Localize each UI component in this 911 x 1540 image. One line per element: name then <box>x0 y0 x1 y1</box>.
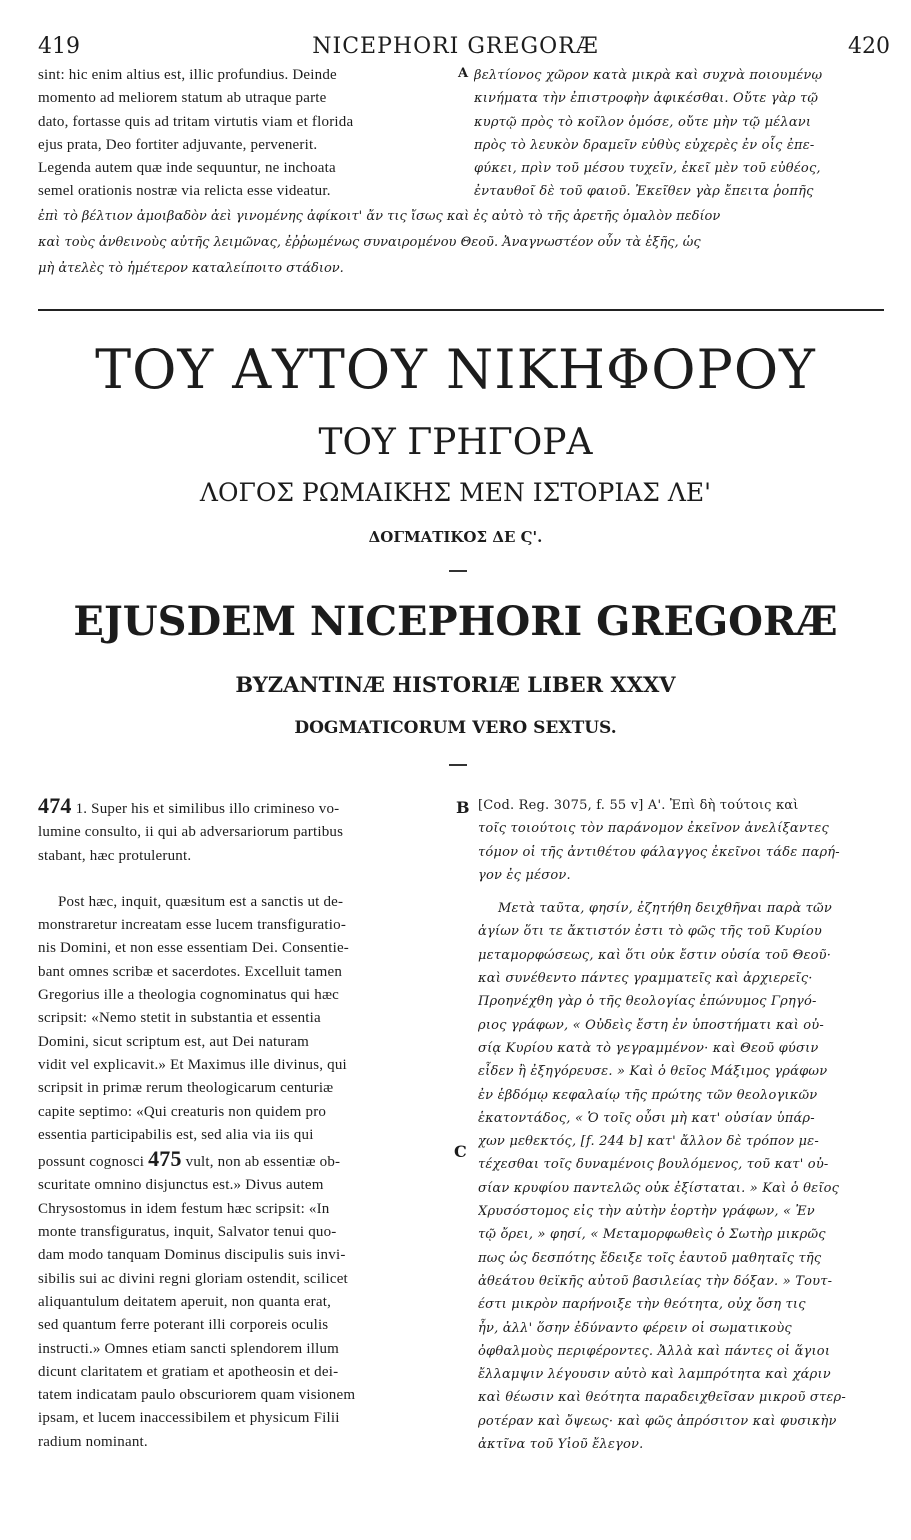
text-line: κινήματα τὴν ἐπιστροφὴν ἀφικέσθαι. Οὔτε γὰρ τῷ <box>474 91 819 107</box>
text-line: μὴ ἀτελὲς τὸ ἡμέτερον καταλείποιτο στάδιον. <box>38 261 344 276</box>
text-line: instructi.» Omnes etiam sancti splendorem illum <box>38 1340 340 1357</box>
text-line: Μετὰ ταῦτα, φησίν, ἐζητήθη δειχθῆναι παρὰ τῶν <box>498 901 832 917</box>
column-number: 475 <box>148 1147 182 1172</box>
text-line: scripsit: «Nemo stetit in substantia et essentia <box>38 1010 321 1027</box>
text-line: Legenda autem quæ inde sequuntur, ne inchoata <box>38 160 336 177</box>
title-divider <box>449 570 467 572</box>
text-line: essentia participabilis est, sed alia via iis qui <box>38 1126 314 1143</box>
text-line: κυρτῷ πρὸς τὸ κοῖλον ὁμόσε, οὔτε μὴν τῷ μέλανι <box>474 114 812 130</box>
latin-title-dogmatic: DOGMATICORUM VERO SEXTUS. <box>294 718 617 738</box>
text-line: πρὸς τὸ λευκὸν δραμεῖν εὐθὺς εὐχερὲς ἐν οἷς ἐπε- <box>474 137 815 153</box>
text-line <box>38 794 448 821</box>
text-span: 1. Super his et similibus illo crimineso vo- <box>75 801 340 817</box>
text-line: ἐνταυθοῖ δὲ τοῦ φαιοῦ. Ἐκεῖθεν γὰρ ἔπειτα ῥοπῆς <box>474 184 814 200</box>
text-span: vult, non ab essentiæ ob- <box>185 1154 341 1171</box>
greek-title-main: ΤΟΥ ΑΥΤΟΥ ΝΙΚΗΦΟΡΟΥ <box>95 338 816 401</box>
margin-letter-b: B <box>456 798 470 817</box>
text-line: tatem indicatam paulo obscuriorem quam visionem <box>38 1387 356 1404</box>
text-line: sed quantum ferre poterant illi corporeis oculis <box>38 1317 329 1334</box>
text-line: ἑκατοντάδος, « Ὁ τοῖς οὖσι μὴ κατ' οὐσίαν ὑπάρ- <box>478 1110 815 1126</box>
title-divider <box>449 764 467 766</box>
text-line: ριος γράφων, « Οὐδεὶς ἔστη ἐν ὑποστήματι καὶ οὐ- <box>478 1017 825 1033</box>
text-line: Χρυσόστομος εἰς τὴν αὐτὴν ἑορτὴν γράφων, « Ἐν <box>478 1204 815 1220</box>
text-line: βελτίονος χῶρον κατὰ μικρὰ καὶ συχνὰ ποιουμένῳ <box>474 68 823 83</box>
text-line: τέχεσθαι τοῖς δυναμένοις βουλόμενος, τοῦ κατ' οὐ- <box>478 1157 829 1173</box>
text-line: καὶ τοὺς ἀνθεινοὺς αὐτῆς λειμῶνας, ἐῤῥωμένως συναιρομένου Θεοῦ. Ἀναγνωστέον οὖν τὰ ἑξῆς, ὡς <box>38 235 701 250</box>
text-line: semel orationis nostræ via relicta esse videatur. <box>38 183 331 200</box>
text-line: Post hæc, inquit, quæsitum est a sanctis ut de- <box>58 893 344 910</box>
text-line: bant omnes scribæ et sacerdotes. Excelluit tamen <box>38 963 343 980</box>
text-line: ἦν, ἀλλ' ὅσην ἐδύναντο φέρειν οἱ σωματικοὺς <box>478 1320 792 1336</box>
text-line: Gregorius ille a theologia cognominatus qui hæc <box>38 987 340 1004</box>
text-line: τῷ ὄρει, » φησί, « Μεταμορφωθεὶς ὁ Σωτὴρ μικρῶς <box>478 1227 826 1243</box>
text-line: ἀθεάτου θεϊκῆς αὐτοῦ βασιλείας τὴν δόξαν. » Τουτ- <box>478 1273 833 1289</box>
text-line: φύκει, πρὶν τοῦ μέσου τυχεῖν, ἐκεῖ μὲν τοῦ εὐθέος, <box>474 161 821 177</box>
latin-title-book: BYZANTINÆ HISTORIÆ LIBER XXXV <box>235 672 676 697</box>
greek-title-dogmatic: ΔΟΓΜΑΤΙΚΟΣ ΔΕ Ϛ'. <box>368 528 543 546</box>
text-line: καὶ συνέθεντο πάντες γραμματεῖς καὶ ἀρχιερεῖς· <box>478 971 813 987</box>
text-line: ἀκτῖνα τοῦ Υἱοῦ ἔλεγον. <box>478 1437 644 1453</box>
text-line: sibilis sui ac divini regni gloriam ostendit, scilicet <box>38 1270 348 1287</box>
text-line: capite septimo: «Qui creaturis non quidem pro <box>38 1103 327 1120</box>
text-line: nis Domini, et non esse essentiam Dei. Consentie- <box>38 940 350 957</box>
text-line: stabant, hæc protulerunt. <box>38 847 192 864</box>
text-line: τοῖς τοιούτοις τὸν παράνομον ἐκεῖνον ἀνελίξαντες <box>478 821 829 837</box>
text-line: ροτέραν καὶ ὄψεως· καὶ φῶς ἀπρόσιτον καὶ φυσικὴν <box>478 1413 837 1429</box>
greek-title-book: ΛΟΓΟΣ ΡΩΜΑΙΚΗΣ ΜΕΝ ΙΣΤΟΡΙΑΣ ΛΕ' <box>199 478 712 507</box>
text-line: εἶδεν ἢ ἐξηγόρευσε. » Καὶ ὁ θεῖος Μάξιμος γράφων <box>478 1064 828 1080</box>
text-line: momento ad meliorem statum ab utraque parte <box>38 90 327 107</box>
running-title: NICEPHORI GREGORÆ <box>312 34 599 59</box>
text-line: dicunt claritatem et gratiam et apotheosin et dei- <box>38 1363 339 1380</box>
text-line: ἔλλαμψιν λέγουσιν αὐτὸ καὶ λαμπρότητα καὶ χάριν <box>478 1367 831 1383</box>
page-number-left: 419 <box>38 34 80 59</box>
text-line: scuritate omnino disjunctus est.» Divus autem <box>38 1177 324 1194</box>
margin-letter-c: C <box>454 1142 467 1161</box>
text-line: scripsit in primæ rerum theologicarum centuriæ <box>38 1080 334 1097</box>
text-line: γον ἐς μέσον. <box>478 867 571 883</box>
text-line: radium nominant. <box>38 1433 148 1450</box>
left-latin-column <box>38 794 448 1454</box>
text-line: Chrysostomus in idem festum hæc scripsit: «In <box>38 1200 330 1217</box>
text-line: ἐν ἑβδόμῳ κεφαλαίῳ τῆς πρώτης τῶν θεολογικῶν <box>478 1087 818 1103</box>
greek-title-sub: ΤΟΥ ΓΡΗΓΟΡΑ <box>318 422 593 463</box>
latin-title-main: EJUSDEM NICEPHORI GREGORÆ <box>73 598 838 645</box>
text-line: dato, fortasse quis ad tritam virtutis viam et florida <box>38 113 354 130</box>
text-line: vidit vel explicavit.» Et Maximus ille divinus, qui <box>38 1056 347 1073</box>
text-line: aliquantulum deitatem aperuit, non quanta erat, <box>38 1293 332 1310</box>
top-right-greek-text <box>474 64 884 204</box>
text-line: Domini, sicut scriptum est, aut Dei naturam <box>38 1033 310 1050</box>
page-number-right: 420 <box>848 34 890 59</box>
text-line: ὀφθαλμοὺς περιφέροντες. Ἀλλὰ καὶ πάντες οἱ ἅγιοι <box>478 1343 831 1359</box>
top-full-greek-text <box>38 204 878 282</box>
text-span: possunt cognosci <box>38 1154 145 1171</box>
text-line: ἁγίων ὅτι τε ἄκτιστόν ἐστι τὸ φῶς τῆς τοῦ Κυρίου <box>478 924 823 940</box>
text-line: καὶ θέωσιν καὶ θεότητα παραδειχθεῖσαν μικροῦ στερ- <box>478 1390 846 1406</box>
text-line: έστι μικρὸν παρήνοιξε τὴν θεότητα, οὐχ ὅση τις <box>478 1297 806 1313</box>
column-number: 474 <box>38 794 72 818</box>
text-line: ipsam, et lucem inaccessibilem et physicum Filii <box>38 1410 340 1427</box>
text-line: ejus prata, Deo fortiter adjuvante, pervenerit. <box>38 136 318 153</box>
text-line: χων μεθεκτός, [f. 244 b] κατ' ἄλλον δὲ τρόπον με- <box>478 1134 819 1150</box>
text-line: [Cod. Reg. 3075, f. 55 v] Α'. Ἐπὶ δὴ τούτοις καὶ <box>478 798 799 813</box>
text-line: μεταμορφώσεως, καὶ ὅτι οὐκ ἔστιν οὐσία τοῦ Θεοῦ· <box>478 947 832 963</box>
text-line: ἐπὶ τὸ βέλτιον ἀμοιβαδὸν ἀεὶ γινομένης ἀφίκοιτ' ἄν τις ἴσως καὶ ἐς αὐτὸ τὸ τῆς ἀρετῆς ὁμαλὸν πεδίον <box>38 209 721 224</box>
text-line: sint: hic enim altius est, illic profundius. Deinde <box>38 67 337 83</box>
text-line <box>38 1147 448 1174</box>
text-line: πως ὡς δεσπότης ἔδειξε τοῖς ἑαυτοῦ μαθηταῖς τῆς <box>478 1250 822 1266</box>
text-line: σίαν κρυφίου παντελῶς οὐκ ἐξίσταται. » Καὶ ὁ θεῖος <box>478 1180 840 1196</box>
right-greek-column <box>478 794 888 1456</box>
top-left-latin-text <box>38 64 453 204</box>
margin-letter-a: A <box>458 66 469 81</box>
text-line: lumine consulto, ii qui ab adversariorum partibus <box>38 824 344 841</box>
text-line: Προηνέχθη γὰρ ὁ τῆς θεολογίας ἐπώνυμος Γρηγό- <box>478 994 817 1010</box>
text-line: σίᾳ Κυρίου κατὰ τὸ γεγραμμένον· καὶ Θεοῦ φύσιν <box>478 1040 819 1056</box>
section-rule <box>38 309 884 311</box>
text-line: monstraretur increatam esse lucem transfiguratio- <box>38 917 347 934</box>
text-line: monte transfiguratus, inquit, Salvator tenui quo- <box>38 1224 337 1241</box>
text-line: τόμον οἱ τῆς ἀντιθέτου φάλαγγος ἐκεῖνοι τάδε παρή- <box>478 844 840 860</box>
text-line: dam modo tanquam Dominus discipulis suis invi- <box>38 1247 346 1264</box>
